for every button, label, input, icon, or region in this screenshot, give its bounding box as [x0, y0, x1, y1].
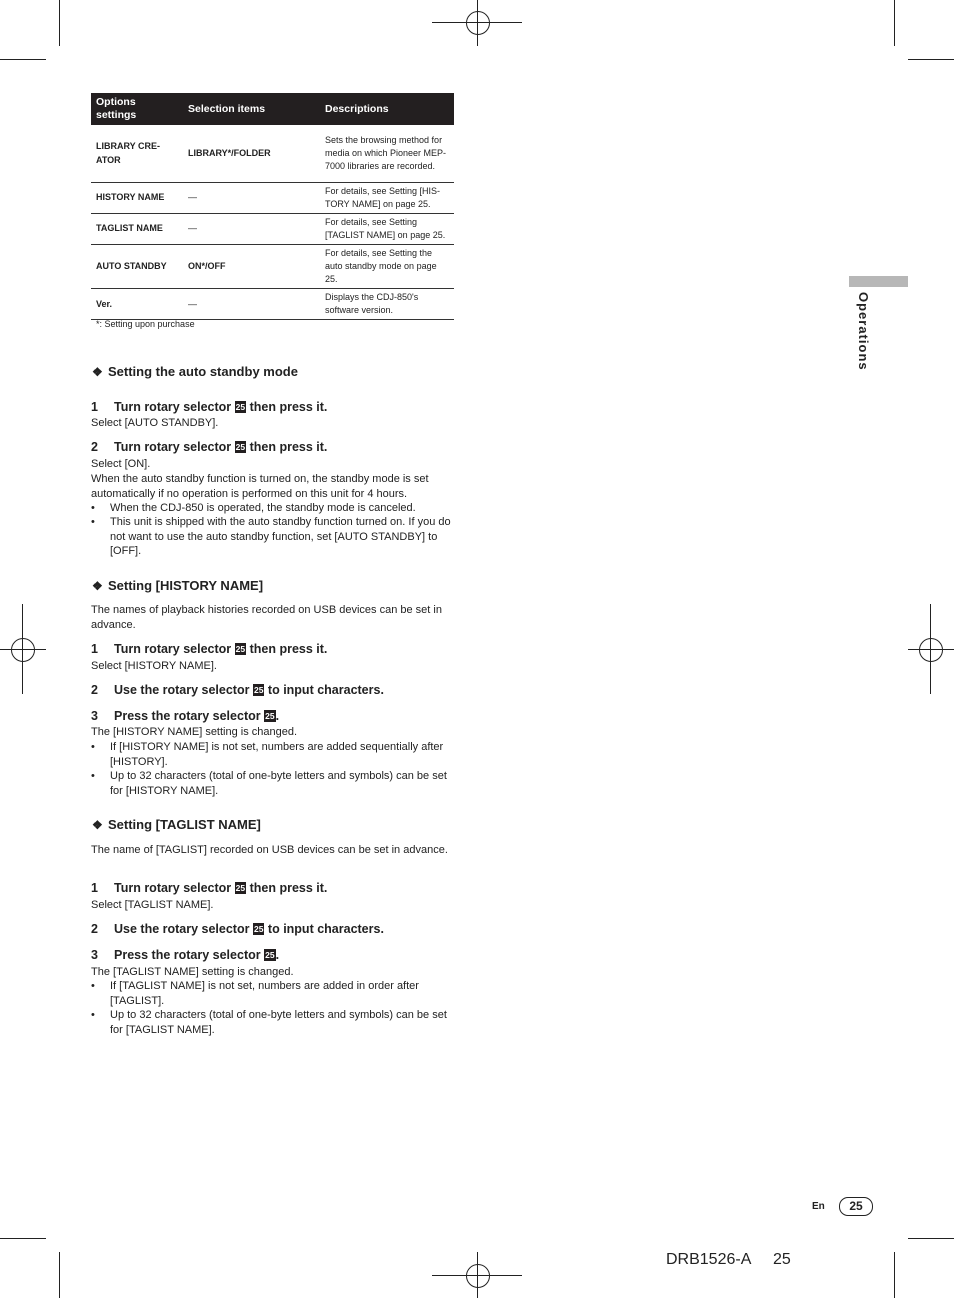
- description-cell: Sets the browsing method for media on which Pioneer MEP-7000 libraries are recorded.: [320, 125, 454, 182]
- options-table: [91, 93, 454, 320]
- crop-mark: [0, 59, 46, 60]
- description-cell: Displays the CDJ-850's software version.: [320, 289, 454, 320]
- description-cell: For details, see Setting the auto standby mode on page 25.: [320, 244, 454, 288]
- table-header: Descriptions: [320, 93, 454, 125]
- body-text: The [HISTORY NAME] setting is changed.: [91, 726, 298, 738]
- language-label: En: [812, 1201, 825, 1212]
- step-heading: [91, 709, 279, 723]
- crop-mark: [908, 1238, 954, 1239]
- section-heading: [92, 364, 298, 379]
- option-cell: AUTO STANDBY: [91, 244, 183, 288]
- bullet-item: [91, 501, 461, 516]
- step-text: to input characters.: [267, 683, 384, 697]
- key-25-icon: 25: [235, 883, 246, 893]
- body-text: The name of [TAGLIST] recorded on USB devices can be set in advance.: [91, 844, 448, 856]
- option-cell: Ver.: [91, 289, 183, 320]
- selection-cell: ON*/OFF: [183, 244, 320, 288]
- diamond-bullet-icon: ❖: [92, 365, 103, 379]
- crop-mark: [894, 1252, 895, 1298]
- body-text: The names of playback histories recorded on USB devices can be set in advance.: [91, 604, 442, 631]
- selection-cell: —: [183, 289, 320, 320]
- page-number: 25: [839, 1197, 873, 1216]
- table-row: [91, 244, 454, 288]
- diamond-bullet-icon: ❖: [92, 579, 103, 593]
- step-text: then press it.: [249, 642, 328, 656]
- key-25-icon: 25: [253, 924, 264, 934]
- bullet-text: This unit is shipped with the auto standby function turned on. If you do not want to use the auto standby function, set [AUTO STANDBY] to [OFF].: [110, 516, 451, 557]
- registration-circle: [466, 1264, 490, 1288]
- body-text: Select [TAGLIST NAME].: [91, 899, 214, 911]
- step-heading: [91, 683, 384, 697]
- step-text: Press the rotary selector: [114, 948, 261, 962]
- step-text: Turn rotary selector: [114, 881, 232, 895]
- selection-cell: —: [183, 213, 320, 244]
- registration-circle: [11, 638, 35, 662]
- registration-circle: [466, 11, 490, 35]
- option-cell: LIBRARY CRE-ATOR: [91, 125, 183, 182]
- crop-mark: [59, 1252, 60, 1298]
- key-25-icon: 25: [235, 644, 246, 654]
- step-number: 1: [91, 642, 98, 656]
- step-number: 3: [91, 948, 98, 962]
- body-text: When the auto standby function is turned on, the standby mode is set automatically if no operation is performed on this unit for 4 hours.: [91, 473, 429, 500]
- bullet-text: Up to 32 characters (total of one-byte letters and symbols) can be set for [TAGLIST NAME].: [110, 1009, 447, 1036]
- bullet-dot: •: [91, 516, 95, 528]
- table-row: [91, 213, 454, 244]
- bullet-dot: •: [91, 1009, 95, 1021]
- bullet-item: [91, 1008, 461, 1037]
- step-text: Turn rotary selector: [114, 642, 232, 656]
- bullet-dot: •: [91, 502, 95, 514]
- heading-text: Setting [HISTORY NAME]: [108, 578, 264, 593]
- table-header-row: [91, 93, 454, 125]
- body-text: Select [HISTORY NAME].: [91, 660, 217, 672]
- bullet-text: When the CDJ-850 is operated, the standby mode is canceled.: [110, 502, 416, 514]
- option-cell: TAGLIST NAME: [91, 213, 183, 244]
- step-text: Turn rotary selector: [114, 440, 232, 454]
- table-header: Options settings: [91, 93, 183, 125]
- key-25-icon: 25: [265, 711, 275, 721]
- step-text: Use the rotary selector: [114, 683, 250, 697]
- step-number: 3: [91, 709, 98, 723]
- heading-text: Setting [TAGLIST NAME]: [108, 817, 261, 832]
- selection-cell: LIBRARY*/FOLDER: [183, 125, 320, 182]
- diamond-bullet-icon: ❖: [92, 818, 103, 832]
- step-number: 2: [91, 683, 98, 697]
- body-text: Select [AUTO STANDBY].: [91, 417, 219, 429]
- bullet-item: [91, 979, 461, 1008]
- print-page-number: 25: [773, 1251, 791, 1268]
- document-code: DRB1526-A: [666, 1251, 752, 1268]
- key-25-icon: 25: [253, 685, 264, 695]
- table-row: [91, 289, 454, 320]
- step-text: Turn rotary selector: [114, 400, 232, 414]
- bullet-dot: •: [91, 980, 95, 992]
- crop-mark: [894, 0, 895, 46]
- bullet-item: [91, 740, 461, 769]
- registration-circle: [919, 638, 943, 662]
- bullet-text: Up to 32 characters (total of one-byte letters and symbols) can be set for [HISTORY NAME].: [110, 770, 447, 797]
- step-heading: [91, 948, 279, 962]
- body-text: Select [ON].: [91, 458, 151, 470]
- crop-mark: [908, 59, 954, 60]
- step-heading: [91, 881, 327, 895]
- description-cell: For details, see Setting [HIS-TORY NAME] on page 25.: [320, 182, 454, 213]
- step-text: Use the rotary selector: [114, 922, 250, 936]
- step-text: then press it.: [249, 881, 328, 895]
- bullet-text: If [HISTORY NAME] is not set, numbers are added sequentially after [HISTORY].: [110, 741, 444, 768]
- step-number: 1: [91, 881, 98, 895]
- step-text: Press the rotary selector: [114, 709, 261, 723]
- description-cell: For details, see Setting [TAGLIST NAME] on page 25.: [320, 213, 454, 244]
- body-text: The [TAGLIST NAME] setting is changed.: [91, 966, 294, 978]
- option-cell: HISTORY NAME: [91, 182, 183, 213]
- step-number: 1: [91, 400, 98, 414]
- side-section-title: Operations: [856, 292, 871, 371]
- step-number: 2: [91, 922, 98, 936]
- bullet-dot: •: [91, 741, 95, 753]
- step-heading: [91, 440, 327, 454]
- bullet-text: If [TAGLIST NAME] is not set, numbers are added in order after [TAGLIST].: [110, 980, 419, 1007]
- bullet-item: [91, 769, 461, 798]
- section-heading: [92, 817, 261, 832]
- table-header: Selection items: [183, 93, 320, 125]
- crop-mark: [59, 0, 60, 46]
- step-text: .: [275, 709, 280, 723]
- table-row: [91, 182, 454, 213]
- step-text: to input characters.: [267, 922, 384, 936]
- step-heading: [91, 922, 384, 936]
- heading-text: Setting the auto standby mode: [108, 364, 298, 379]
- key-25-icon: 25: [235, 402, 246, 412]
- step-text: .: [275, 948, 280, 962]
- step-heading: [91, 400, 327, 414]
- section-tab: [849, 276, 908, 287]
- table-row: [91, 125, 454, 182]
- key-25-icon: 25: [235, 442, 246, 452]
- step-text: then press it.: [249, 400, 328, 414]
- step-text: then press it.: [249, 440, 328, 454]
- table-footnote: *: Setting upon purchase: [96, 319, 195, 329]
- step-heading: [91, 642, 327, 656]
- section-heading: [92, 578, 263, 593]
- bullet-item: [91, 515, 461, 559]
- crop-mark: [0, 1238, 46, 1239]
- key-25-icon: 25: [265, 950, 275, 960]
- step-number: 2: [91, 440, 98, 454]
- selection-cell: —: [183, 182, 320, 213]
- bullet-dot: •: [91, 770, 95, 782]
